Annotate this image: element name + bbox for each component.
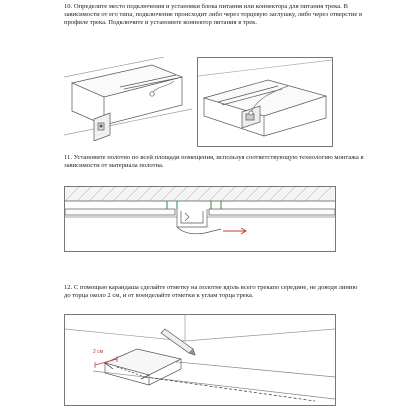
step-10-text: 10. Определите место подключения и установки блока питания или коннектора для питания трека. В зависимости от его типа, подключение происходит либо через торцевую заглушку, либо через отверстие в профиле трека. Подключите и установите коннектор питания в трек.: [64, 3, 363, 27]
step-12-text: 12. С помощью карандаша сделайте отметку на полотне вдоль всего трекапо середине, не доводя линию до торца около 2 см, и от военделайте отметки к углам торца трека.: [64, 284, 358, 300]
pencil-marking-illustration: [64, 314, 336, 406]
step-11-text: 11. Установите полотно по всей площади помещения, используя соответствующую технологию монтажа в зависимости от материала полотна.: [64, 154, 364, 170]
track-endcap-illustration: [64, 57, 192, 141]
canvas-installation-section: [64, 186, 336, 252]
dimension-label: 2 см: [93, 349, 104, 355]
track-side-hole-illustration: [197, 57, 333, 147]
